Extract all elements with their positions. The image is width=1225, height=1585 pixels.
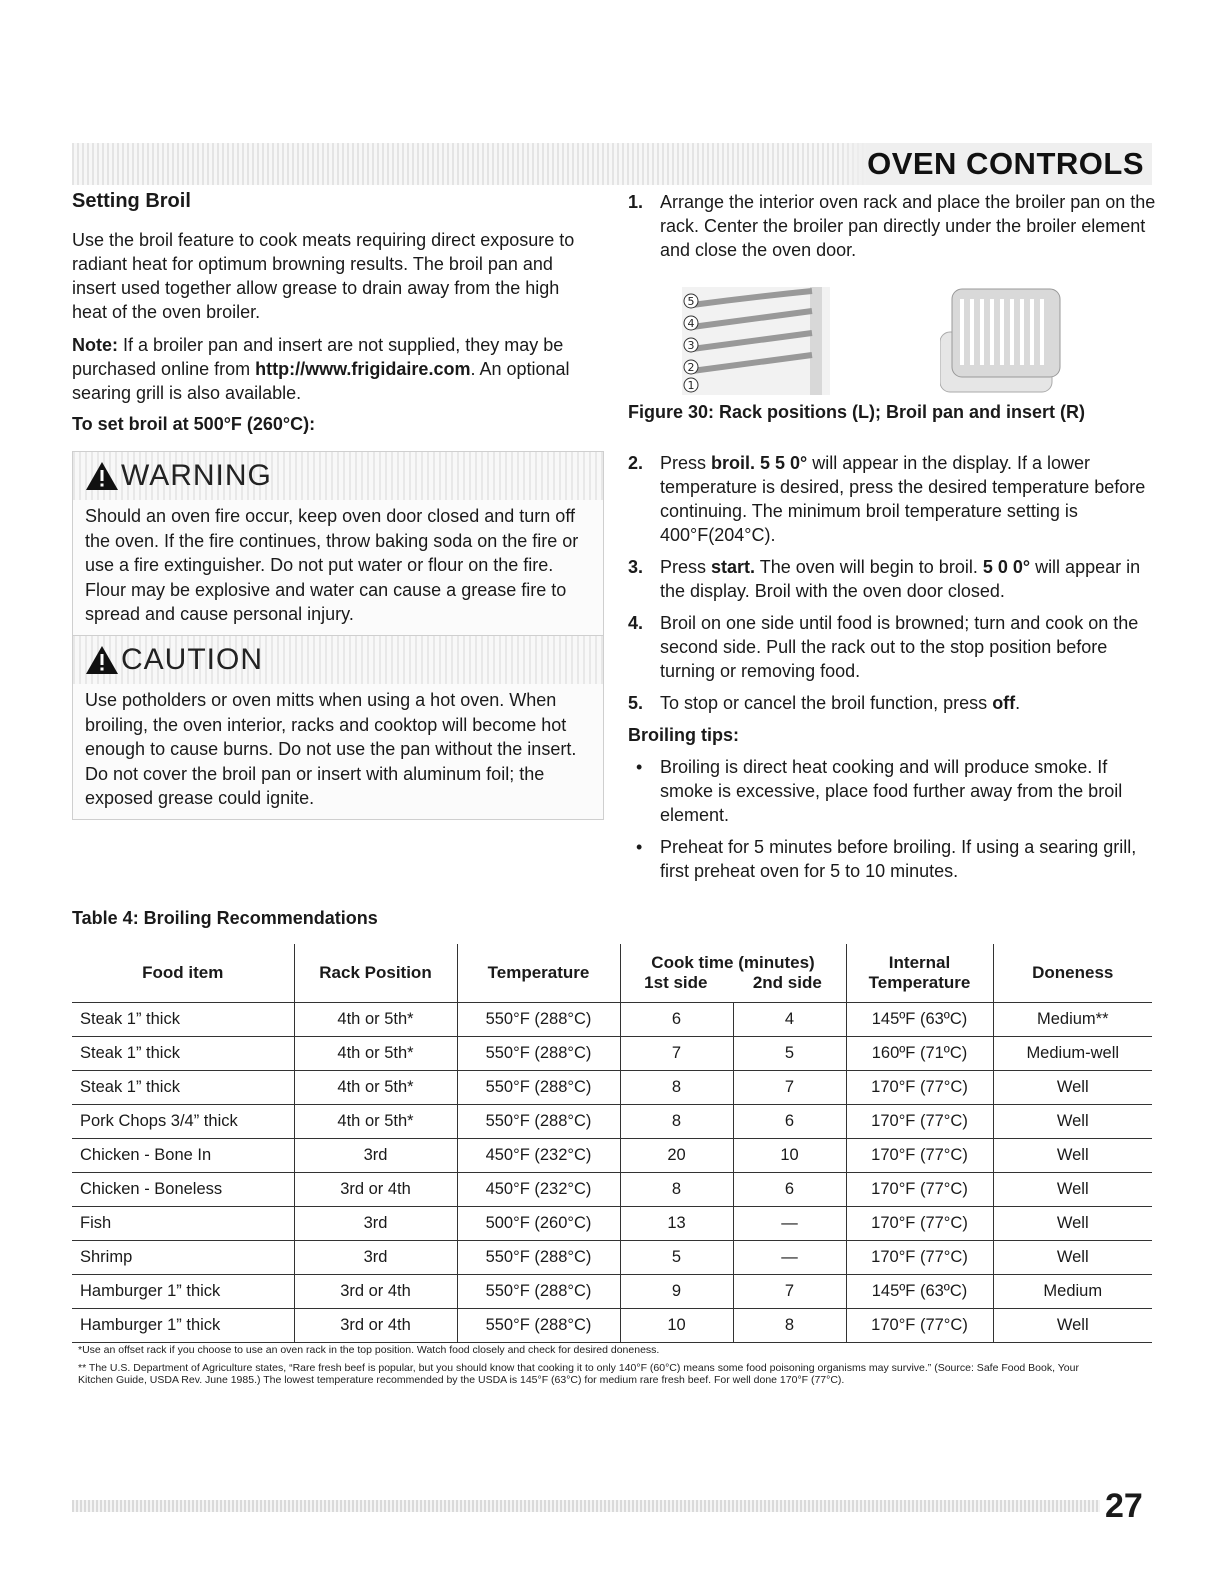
step-2-text-b: will appear in the display. If a lower temperature is desired, press the desired temperature before continuing. The minimum broil temperature setting is 400°F(204°C). [660,453,1146,545]
footer-bar [72,1500,1100,1512]
cell-internal-temp: 170°F (77°C) [846,1173,993,1207]
col-1st-side: 1st side [644,973,708,992]
cell-temperature: 450°F (232°C) [457,1139,620,1173]
cell-1st-side: 20 [620,1139,733,1173]
cell-temperature: 550°F (288°C) [457,1275,620,1309]
col-temperature: Temperature [457,944,620,1003]
start-key: start. [711,557,756,577]
cell-1st-side: 8 [620,1071,733,1105]
cell-2nd-side: 10 [733,1139,846,1173]
intro-paragraph: Use the broil feature to cook meats requiring direct exposure to radiant heat for optimum browning results. The broil pan and insert used together allow grease to drain away from the high heat of the oven broiler. [72,230,575,322]
warning-triangle-icon [85,461,119,491]
col-rack-position: Rack Position [294,944,457,1003]
cell-food-item: Fish [72,1207,294,1241]
cell-temperature: 550°F (288°C) [457,1003,620,1037]
cell-internal-temp: 170°F (77°C) [846,1241,993,1275]
footnote-1: *Use an offset rack if you choose to use an oven rack in the top position. Watch food closely and check for desired doneness. [78,1344,660,1356]
cell-temperature: 550°F (288°C) [457,1105,620,1139]
warning-text: Should an oven fire occur, keep oven door closed and turn off the oven. If the fire continues, throw baking soda on the fire or use a fire extinguisher. Do not put water or flour on the fire. Flour may be explosive and water can cause a grease fire to spread and cause personal injury. [73,500,603,635]
cell-rack-position: 4th or 5th* [294,1037,457,1071]
step-5-text-a: To stop or cancel the broil function, press [660,693,993,713]
cell-internal-temp: 170°F (77°C) [846,1105,993,1139]
figure-caption: Figure 30: Rack positions (L); Broil pan and insert (R) [628,402,1086,422]
rack-position-label: 5 [687,295,695,308]
steps-2-5 [628,451,1158,883]
bullet-icon: • [636,837,643,857]
frigidaire-link[interactable]: http://www.frigidaire.com [255,359,471,379]
cell-rack-position: 4th or 5th* [294,1105,457,1139]
rack-positions-illustration [682,287,830,395]
cell-doneness: Medium** [993,1003,1152,1037]
rack-position-label: 3 [687,339,695,352]
cell-food-item: Steak 1” thick [72,1003,294,1037]
tip-2: Preheat for 5 minutes before broiling. If using a searing grill, first preheat oven for 5 to 10 minutes. [660,837,1137,881]
cell-food-item: Pork Chops 3/4” thick [72,1105,294,1139]
cell-2nd-side: 8 [733,1309,846,1343]
cell-rack-position: 3rd [294,1207,457,1241]
caution-header [73,636,603,684]
table-row [72,1241,1152,1275]
caution-triangle-icon [85,645,119,675]
cell-internal-temp: 145ºF (63ºC) [846,1275,993,1309]
cell-temperature: 550°F (288°C) [457,1309,620,1343]
cell-1st-side: 8 [620,1173,733,1207]
rack-position-label: 1 [687,379,695,392]
step-5-text-b: . [1015,693,1021,713]
cell-internal-temp: 170°F (77°C) [846,1071,993,1105]
setting-broil-heading: Setting Broil [72,190,191,212]
cell-food-item: Steak 1” thick [72,1037,294,1071]
note-text-pre: If a broiler pan and insert are not supplied, they may be purchased online from [72,335,564,379]
cell-temperature: 450°F (232°C) [457,1173,620,1207]
rack-position-label: 2 [687,361,695,374]
cell-internal-temp: 170°F (77°C) [846,1207,993,1241]
off-key: off [992,693,1016,713]
internal-label-1: Internal [888,953,951,972]
cell-rack-position: 3rd [294,1241,457,1275]
cell-2nd-side: 6 [733,1105,846,1139]
caution-box [72,635,604,820]
table-row [72,1173,1152,1207]
broil-display-value: 5 5 0° [755,453,808,473]
col-cook-time [620,944,846,1003]
cell-doneness: Well [993,1241,1152,1275]
table-row [72,1105,1152,1139]
tip-1: Broiling is direct heat cooking and will produce smoke. If smoke is excessive, place food further away from the broil element. [660,757,1123,825]
cell-doneness: Well [993,1139,1152,1173]
cell-temperature: 500°F (260°C) [457,1207,620,1241]
broiling-recommendations-table [72,944,1152,1343]
cell-1st-side: 8 [620,1105,733,1139]
cell-doneness: Well [993,1071,1152,1105]
caution-text: Use potholders or oven mitts when using a hot oven. When broiling, the oven interior, racks and cooktop will become hot enough to cause burns. Do not use the pan without the insert. Do not cover the broil pan or insert with aluminum foil; the exposed grease could ignite. [73,684,603,819]
table-row [72,1207,1152,1241]
table-row [72,1139,1152,1173]
page-number: 27 [1105,1487,1143,1525]
cell-internal-temp: 170°F (77°C) [846,1139,993,1173]
cell-temperature: 550°F (288°C) [457,1071,620,1105]
note-label: Note: [72,335,118,355]
cell-1st-side: 9 [620,1275,733,1309]
cell-doneness: Well [993,1105,1152,1139]
start-display-value: 5 0 0° [982,557,1031,577]
col-doneness: Doneness [993,944,1152,1003]
step-1-text: Arrange the interior oven rack and place the broiler pan on the rack. Center the broiler pan directly under the broiler element and close the oven door. [660,192,1156,260]
step-4-number: 4. [628,613,644,633]
cell-doneness: Medium-well [993,1037,1152,1071]
step-5-number: 5. [628,693,644,713]
cell-temperature: 550°F (288°C) [457,1037,620,1071]
cell-rack-position: 3rd [294,1139,457,1173]
caution-title: CAUTION [121,643,263,676]
table-row [72,1003,1152,1037]
internal-label-2: Temperature [868,973,971,992]
cell-1st-side: 10 [620,1309,733,1343]
cell-rack-position: 3rd or 4th [294,1309,457,1343]
note-text-post: . An optional searing grill is also available. [72,359,570,403]
cell-2nd-side: — [733,1241,846,1275]
cell-food-item: Shrimp [72,1241,294,1275]
step-3-text-c: will appear in the display. Broil with the oven door closed. [660,557,1141,601]
step-3-text-a: Press [660,557,712,577]
cell-1st-side: 6 [620,1003,733,1037]
cell-1st-side: 13 [620,1207,733,1241]
cook-time-label: Cook time (minutes) [651,953,815,972]
cell-internal-temp: 145ºF (63ºC) [846,1003,993,1037]
cell-2nd-side: 5 [733,1037,846,1071]
step-1-number: 1. [628,192,644,212]
broil-key: broil. [711,453,756,473]
table-row [72,1275,1152,1309]
cell-food-item: Chicken - Bone In [72,1139,294,1173]
note-paragraph [72,333,597,405]
step-3-number: 3. [628,557,644,577]
cell-internal-temp: 160ºF (71ºC) [846,1037,993,1071]
step-4-text: Broil on one side until food is browned; turn and cook on the second side. Pull the rack out to the stop position before turning or removing food. [660,613,1139,681]
cell-doneness: Well [993,1173,1152,1207]
cell-2nd-side: 4 [733,1003,846,1037]
table-row [72,1309,1152,1343]
cell-food-item: Steak 1” thick [72,1071,294,1105]
warning-header [73,452,603,500]
cell-rack-position: 4th or 5th* [294,1071,457,1105]
broil-subheading: To set broil at 500°F (260°C): [72,414,316,434]
warning-title: WARNING [121,459,272,492]
col-internal-temperature [846,944,993,1003]
cell-rack-position: 3rd or 4th [294,1173,457,1207]
cell-2nd-side: 7 [733,1071,846,1105]
table-row [72,1037,1152,1071]
col-2nd-side: 2nd side [752,973,822,992]
step-3-text-b: The oven will begin to broil. [755,557,983,577]
cell-food-item: Chicken - Boneless [72,1173,294,1207]
rack-position-label: 4 [687,317,695,330]
cell-doneness: Well [993,1309,1152,1343]
cell-2nd-side: 6 [733,1173,846,1207]
table-row [72,1071,1152,1105]
step-2-number: 2. [628,453,644,473]
cell-2nd-side: 7 [733,1275,846,1309]
step-1 [628,190,1158,262]
cell-food-item: Hamburger 1” thick [72,1309,294,1343]
cell-food-item: Hamburger 1” thick [72,1275,294,1309]
section-title: OVEN CONTROLS [837,143,1152,185]
step-2-text-a: Press [660,453,712,473]
cell-1st-side: 7 [620,1037,733,1071]
bullet-icon: • [636,757,643,777]
cell-2nd-side: — [733,1207,846,1241]
cell-1st-side: 5 [620,1241,733,1275]
broiling-tips-heading: Broiling tips: [628,725,739,745]
cell-internal-temp: 170°F (77°C) [846,1309,993,1343]
cell-rack-position: 3rd or 4th [294,1275,457,1309]
col-food-item: Food item [72,944,294,1003]
table-caption: Table 4: Broiling Recommendations [72,908,378,928]
footnote-2: ** The U.S. Department of Agriculture states, “Rare fresh beef is popular, but you should know that cooking it to only 140°F (60°C) means some food poisoning organisms may survive.” (Source: Safe Food Book, Your Kitchen Guide, USDA Rev. June 1985.) The lowest temperature recommended by the USDA is 145°F (63°C) for medium rare fresh beef. For well done 170°F (77°C). [78,1362,1079,1386]
warning-box [72,451,604,636]
cell-doneness: Well [993,1207,1152,1241]
cell-temperature: 550°F (288°C) [457,1241,620,1275]
cell-doneness: Medium [993,1275,1152,1309]
cell-rack-position: 4th or 5th* [294,1003,457,1037]
broil-pan-insert-illustration [940,287,1062,395]
